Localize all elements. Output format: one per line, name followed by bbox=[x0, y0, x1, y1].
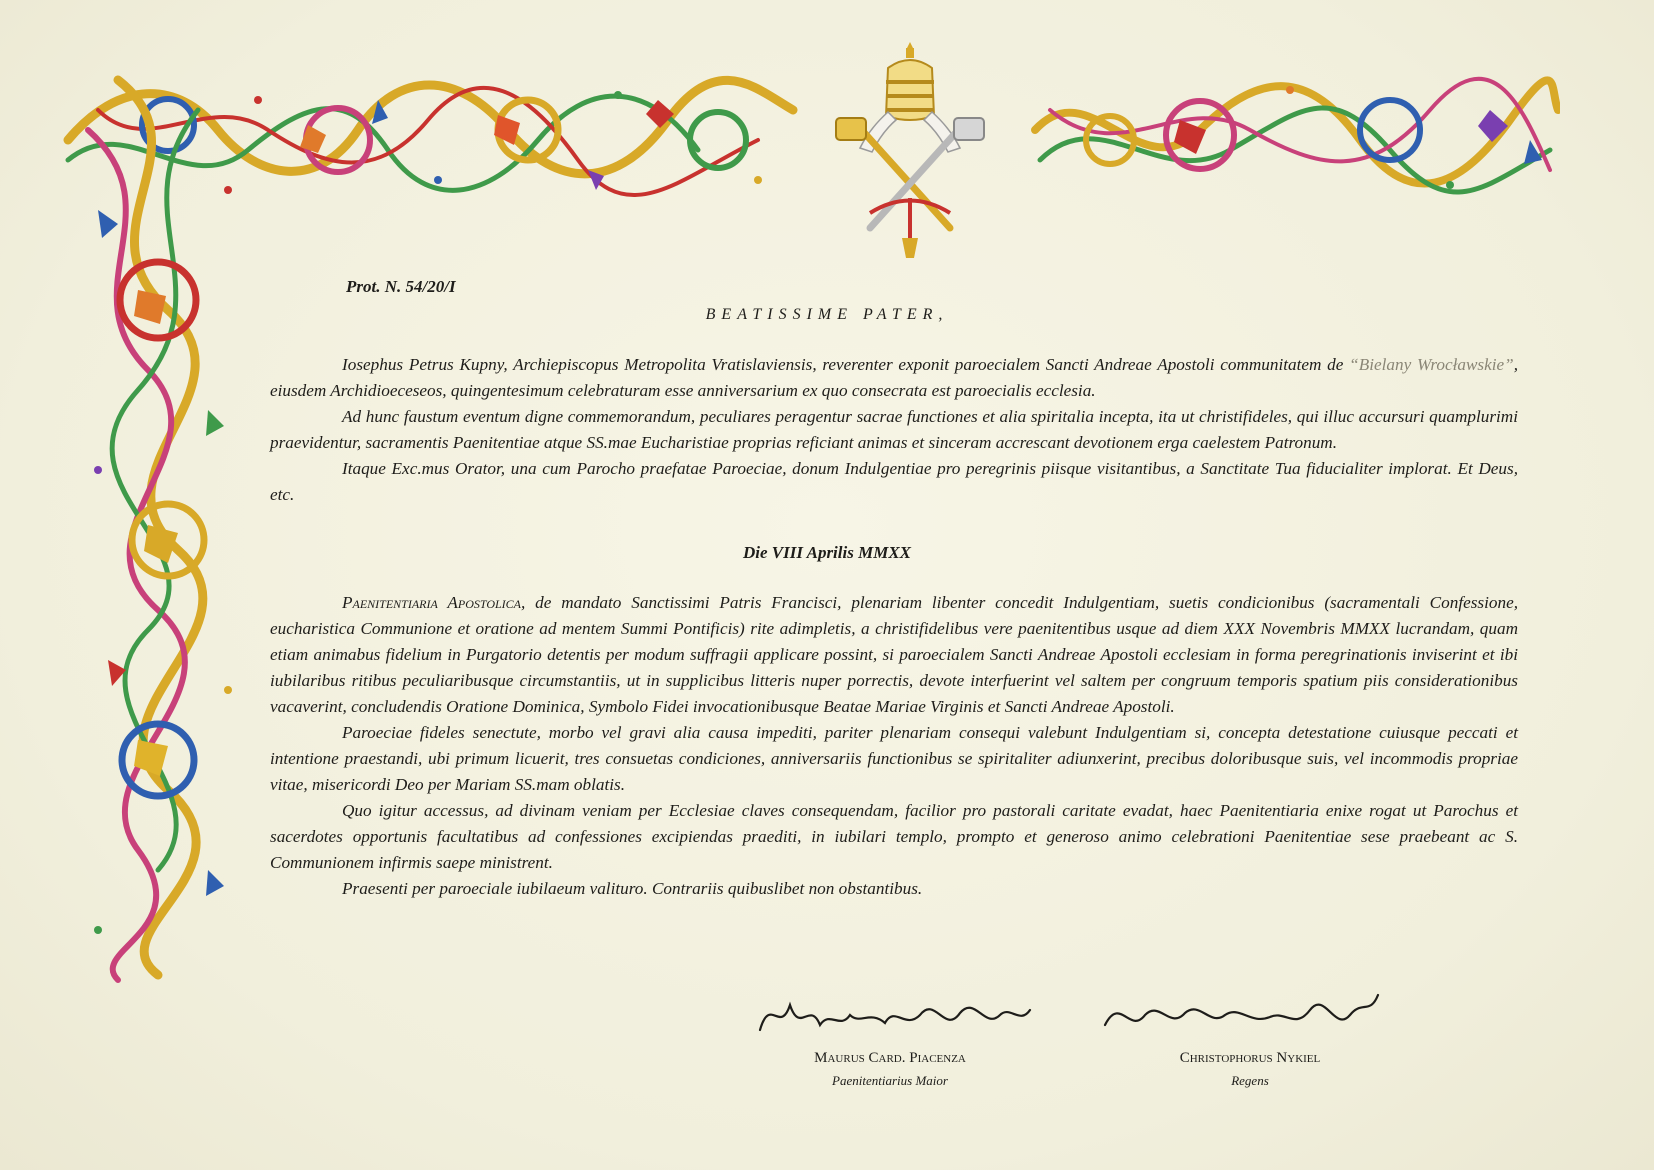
signatory-block-2 bbox=[1085, 990, 1415, 1089]
protocol-number: Prot. N. 54/20/I bbox=[346, 277, 456, 296]
illuminated-border-top-right bbox=[1030, 70, 1560, 200]
petition-p1-part2: , eiusdem Archidioeceseos, quingentesimum celebraturam esse anniversarium ex quo consecrata est paroecialis ecclesia. bbox=[270, 355, 1519, 400]
petition-paragraph-2: Ad hunc faustum eventum digne commemorandum, peculiares peragentur sacrae functiones et alia spiritalia incepta, ita ut christifideles, qui illuc accursuri quamplurimi praevidentur, sacramentis Paenitentiae atque SS.mae Eucharistiae proprias reficiant animas et sinceram accrescant devotionem erga caelestem Patronum. bbox=[270, 407, 1518, 452]
signatory-role-1: Paenitentiarius Maior bbox=[832, 1073, 948, 1088]
penitentiary-name: Paenitentiaria Apostolica bbox=[342, 593, 521, 612]
decree-date: Die VIII Aprilis MMXX bbox=[743, 543, 911, 562]
signatory-role-2: Regens bbox=[1231, 1073, 1269, 1088]
decree-p1-rest: , de mandato Sanctissimi Patris Francisci, plenariam libenter concedit Indulgentiam, suetis condicionibus (sacramentali Confessione, eucharistica Communione et oratione ad mentem Summi Pontificis) rite adimpletis, a christifidelibus vere paenitentibus usque ad diem XXX Novembris MMXX lucrandam, quam etiam animabus fidelium in Purgatorio detentis per modum suffragii applicare possint, si paroecialem Sancti Andreae Apostoli ecclesiam in forma peregrinationis inviserint et ibi iubilaribus ritibus peculiaribusque circumstantiis, ut in supplicibus litteris nuper porrectis, devote interfuerint vel saltem per congruum temporis spatium piis considerationibus vacaverint, concludendis Oratione Dominica, Symbolo Fidei invocationibusque Beatae Mariae Virginis et Sancti Andreae Apostoli. bbox=[270, 593, 1518, 716]
salutation-heading: BEATISSIME PATER, bbox=[705, 306, 949, 323]
decree-paragraph-3: Quo igitur accessus, ad divinam veniam per Ecclesiae claves consequendam, facilior pro pastorali caritate evadat, haec Paenitentiaria enixe rogat ut Parochus et sacerdotes opportunis facultatibus ad confessiones excipiendas praediti, in iubilari templo, prompto et generoso animo celebrationi Paenitentiae sese praebeant ac S. Communionem infirmis saepe ministrent. bbox=[270, 801, 1518, 872]
petition-paragraph-1 bbox=[270, 352, 1518, 404]
signatory-name-1: Maurus Card. Piacenza bbox=[814, 1050, 966, 1066]
illuminated-border-left bbox=[58, 70, 263, 985]
decree-paragraph-1 bbox=[270, 590, 1518, 720]
parish-place-name: “Bielany Wrocławskie” bbox=[1349, 355, 1514, 374]
signatory-name-2: Christophorus Nykiel bbox=[1179, 1050, 1321, 1066]
petition-text bbox=[270, 352, 1518, 508]
papal-keys-tiara-crest-icon bbox=[830, 38, 990, 263]
decree-paragraph-2: Paroeciae fideles senectute, morbo vel gravi alia causa impediti, pariter plenariam consequi valebunt Indulgentiam si, concepta detestatione cuiusque peccati et intentione praestandi, ubi primum licuerit, tres consuetas condiciones, anniversariis functionibus se spiritaliter adiunxerint, precibus doloribusque suis, vel incommodis propriae vitae, misericordi Deo per Mariam SS.mam oblatis. bbox=[270, 723, 1518, 794]
petition-p1-part1: Iosephus Petrus Kupny, Archiepiscopus Metropolita Vratislaviensis, reverenter exponit paroecialem Sancti Andreae Apostoli communitatem de bbox=[342, 355, 1350, 374]
signatory-block-1 bbox=[740, 990, 1040, 1089]
decree-paragraph-4: Praesenti per paroeciale iubilaeum valituro. Contrariis quibuslibet non obstantibus. bbox=[342, 879, 923, 898]
decree-text bbox=[270, 590, 1518, 902]
petition-paragraph-3: Itaque Exc.mus Orator, una cum Parocho praefatae Paroeciae, donum Indulgentiae pro peregrinis piisque visitantibus, a Sanctitate Tua fiducialiter implorat. Et Deus, etc. bbox=[270, 459, 1518, 504]
